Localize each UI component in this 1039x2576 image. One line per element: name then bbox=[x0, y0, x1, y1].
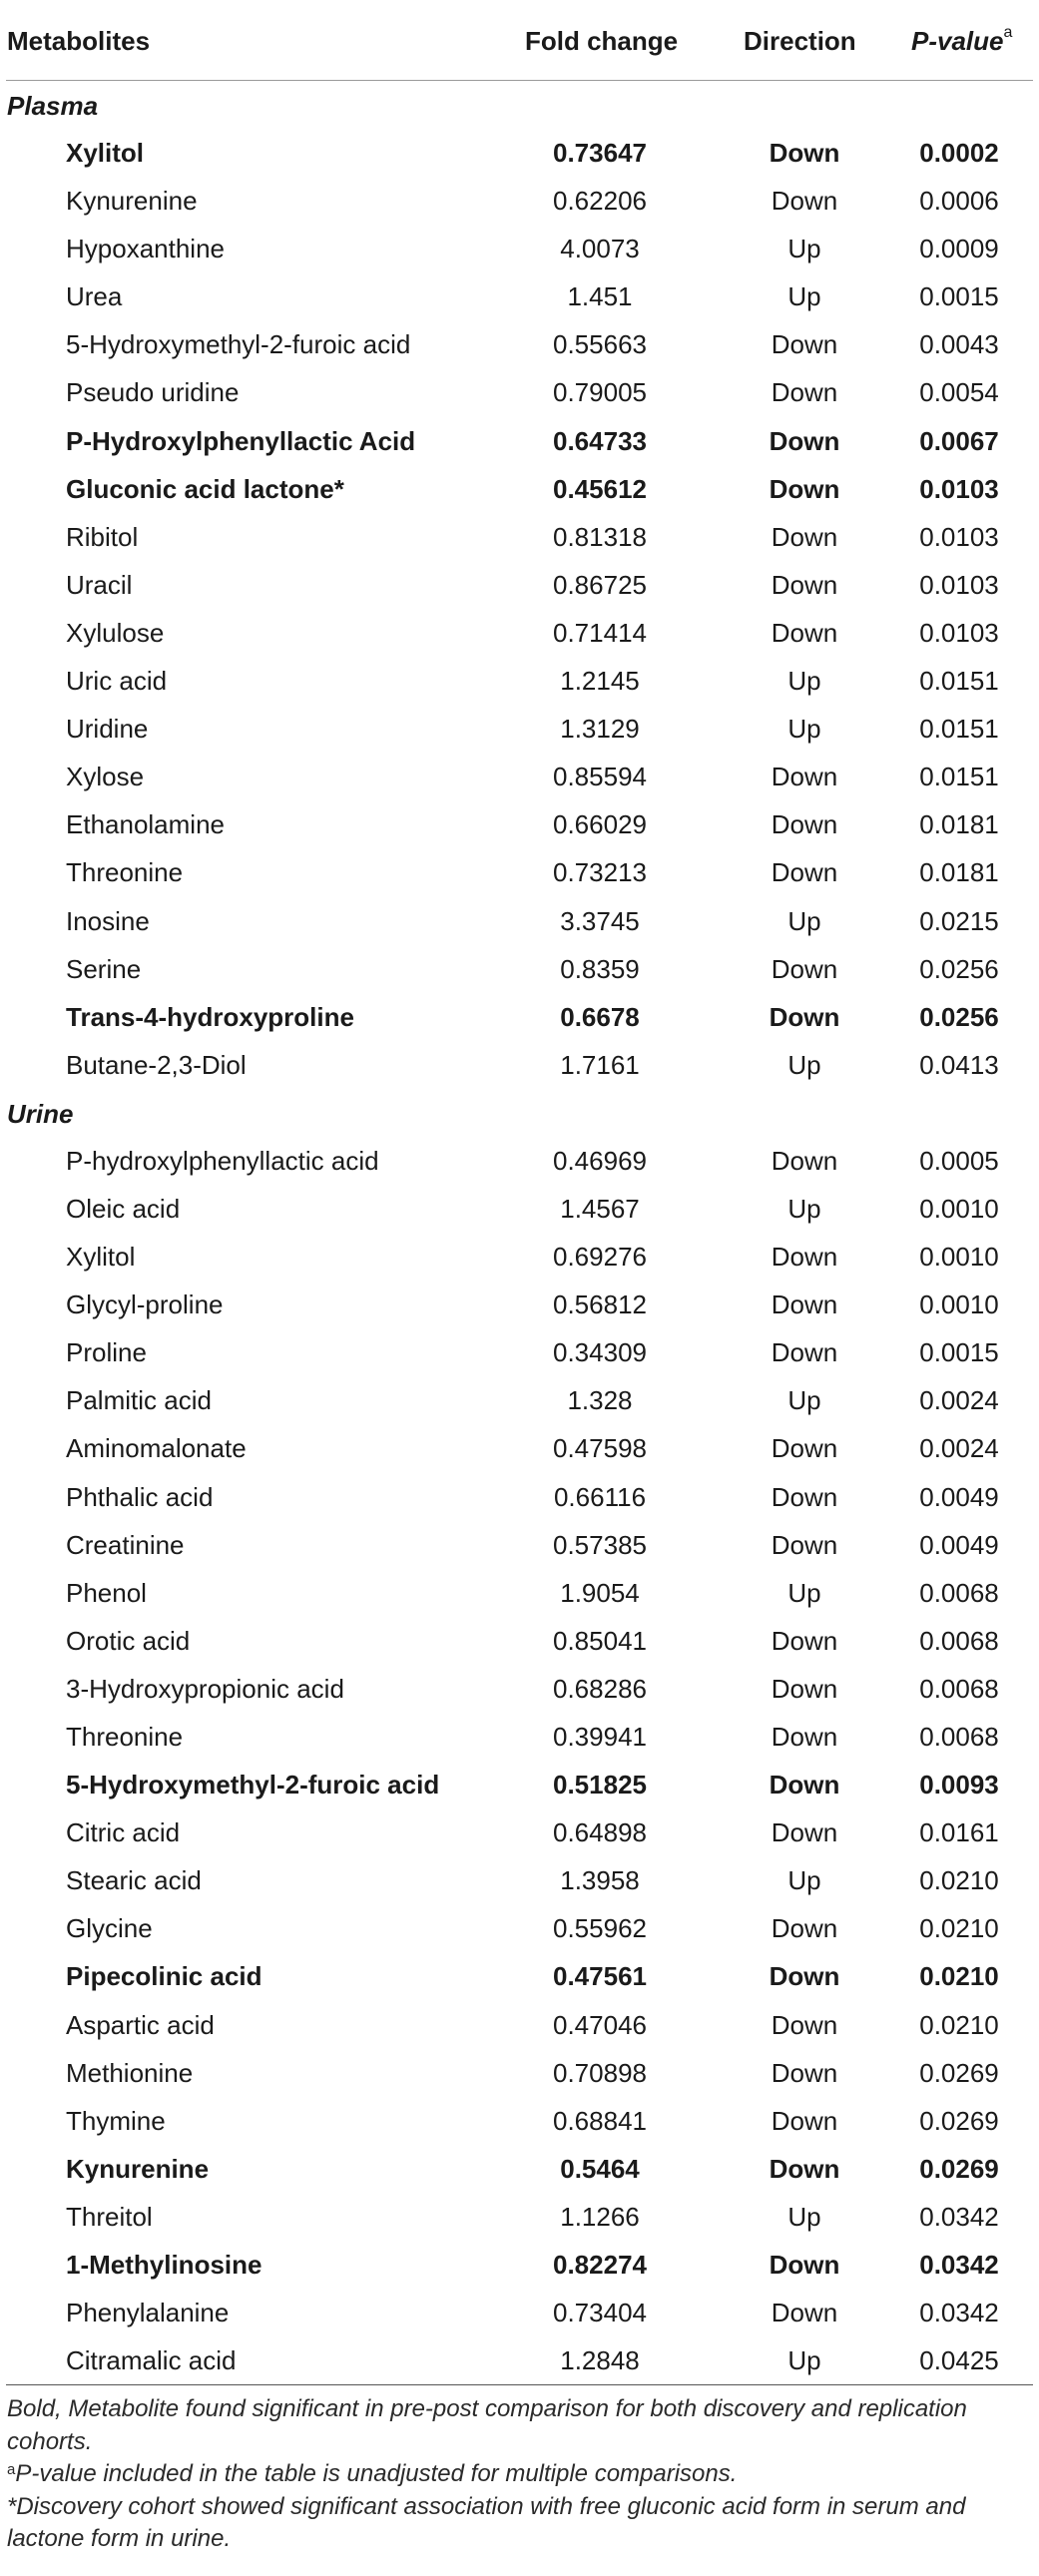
fold-change-value: 0.68286 bbox=[553, 1673, 647, 1704]
p-value: 0.0103 bbox=[919, 569, 999, 600]
metabolite-name: Pseudo uridine bbox=[66, 377, 240, 408]
metabolite-name: 5-Hydroxymethyl-2-furoic acid bbox=[66, 1770, 440, 1801]
table-row bbox=[0, 993, 1039, 1041]
direction-value: Down bbox=[771, 2298, 838, 2328]
metabolite-name: Phenylalanine bbox=[66, 2298, 230, 2328]
table-row bbox=[0, 2241, 1039, 2289]
metabolite-name: Butane-2,3-Diol bbox=[66, 1049, 247, 1080]
p-value: 0.0054 bbox=[919, 377, 999, 408]
table-row bbox=[0, 2145, 1039, 2193]
p-value: 0.0093 bbox=[919, 1770, 999, 1801]
fold-change-value: 0.56812 bbox=[553, 1289, 647, 1320]
direction-value: Down bbox=[769, 425, 840, 456]
fold-change-value: 0.57385 bbox=[553, 1529, 647, 1560]
metabolite-name: Creatinine bbox=[66, 1529, 185, 1560]
p-value: 0.0210 bbox=[919, 1913, 999, 1944]
fold-change-value: 0.66116 bbox=[553, 1481, 647, 1512]
fold-change-value: 0.47046 bbox=[553, 2009, 647, 2040]
fold-change-value: 0.51825 bbox=[553, 1770, 647, 1801]
fold-change-value: 0.55962 bbox=[553, 1913, 647, 1944]
metabolite-name: Phenol bbox=[66, 1577, 147, 1608]
direction-value: Up bbox=[787, 1193, 821, 1224]
fold-change-value: 1.3958 bbox=[560, 1865, 640, 1896]
direction-value: Down bbox=[771, 1433, 838, 1464]
table-row bbox=[0, 657, 1039, 705]
metabolite-name: P-hydroxylphenyllactic acid bbox=[66, 1145, 379, 1176]
table-row bbox=[0, 848, 1039, 896]
table-row bbox=[0, 272, 1039, 320]
metabolite-name: Threonine bbox=[66, 1722, 184, 1752]
direction-value: Up bbox=[787, 234, 821, 264]
metabolite-name: Urea bbox=[66, 281, 123, 312]
p-value: 0.0151 bbox=[919, 666, 999, 697]
metabolite-name: 1-Methylinosine bbox=[66, 2250, 262, 2281]
metabolite-name: Citramalic acid bbox=[66, 2345, 237, 2376]
metabolite-name: Gluconic acid lactone* bbox=[66, 473, 344, 504]
p-value: 0.0103 bbox=[919, 473, 999, 504]
metabolite-name: Uracil bbox=[66, 569, 133, 600]
table-row bbox=[0, 1041, 1039, 1089]
p-value: 0.0210 bbox=[919, 1961, 999, 1992]
p-value: 0.0342 bbox=[919, 2201, 999, 2232]
p-value: 0.0215 bbox=[919, 905, 999, 936]
p-value: 0.0103 bbox=[919, 617, 999, 648]
section-label: Plasma bbox=[7, 91, 99, 121]
metabolite-name: Ribitol bbox=[66, 521, 139, 552]
fold-change-value: 1.3129 bbox=[560, 714, 640, 745]
table-row bbox=[0, 465, 1039, 513]
metabolite-name: Stearic acid bbox=[66, 1865, 202, 1896]
p-value: 0.0049 bbox=[919, 1529, 999, 1560]
footnote-a bbox=[7, 2458, 1032, 2490]
metabolite-name: Kynurenine bbox=[66, 2153, 210, 2184]
table-row bbox=[0, 1856, 1039, 1904]
p-value: 0.0043 bbox=[919, 329, 999, 360]
fold-change-value: 1.2848 bbox=[560, 2345, 640, 2376]
section-row-urine bbox=[0, 1089, 1039, 1137]
fold-change-value: 0.73213 bbox=[553, 857, 647, 888]
metabolite-name: Xylose bbox=[66, 762, 145, 792]
p-value: 0.0015 bbox=[919, 1337, 999, 1368]
metabolite-name: Ethanolamine bbox=[66, 809, 225, 840]
fold-change-value: 0.73404 bbox=[553, 2298, 647, 2328]
fold-change-value: 1.7161 bbox=[560, 1049, 640, 1080]
p-value: 0.0181 bbox=[919, 809, 999, 840]
p-value: 0.0067 bbox=[919, 425, 999, 456]
p-value: 0.0006 bbox=[919, 186, 999, 217]
direction-value: Up bbox=[787, 1049, 821, 1080]
direction-value: Down bbox=[769, 2250, 840, 2281]
fold-change-value: 0.45612 bbox=[553, 473, 647, 504]
direction-value: Up bbox=[787, 281, 821, 312]
fold-change-value: 1.451 bbox=[567, 281, 633, 312]
metabolite-name: Orotic acid bbox=[66, 1625, 191, 1656]
table-row bbox=[0, 1137, 1039, 1185]
table-row bbox=[0, 1665, 1039, 1713]
p-value: 0.0413 bbox=[919, 1049, 999, 1080]
fold-change-value: 0.46969 bbox=[553, 1145, 647, 1176]
table-row bbox=[0, 753, 1039, 800]
fold-change-value: 0.86725 bbox=[553, 569, 647, 600]
direction-value: Up bbox=[787, 905, 821, 936]
table-row bbox=[0, 2097, 1039, 2145]
metabolite-name: Threitol bbox=[66, 2201, 153, 2232]
header-p-value-label: P-value bbox=[911, 26, 1004, 56]
table-row bbox=[0, 1761, 1039, 1808]
direction-value: Down bbox=[771, 2105, 838, 2136]
table-row bbox=[0, 945, 1039, 993]
table-row bbox=[0, 368, 1039, 416]
metabolite-name: Glycine bbox=[66, 1913, 153, 1944]
direction-value: Down bbox=[771, 1913, 838, 1944]
p-value: 0.0256 bbox=[919, 1001, 999, 1032]
p-value: 0.0024 bbox=[919, 1385, 999, 1416]
metabolite-name: Xylitol bbox=[66, 1242, 136, 1273]
table-body bbox=[0, 81, 1039, 2384]
fold-change-value: 0.66029 bbox=[553, 809, 647, 840]
table-row bbox=[0, 417, 1039, 465]
table-row bbox=[0, 1617, 1039, 1665]
table-row bbox=[0, 800, 1039, 848]
fold-change-value: 0.47598 bbox=[553, 1433, 647, 1464]
fold-change-value: 0.69276 bbox=[553, 1242, 647, 1273]
direction-value: Down bbox=[771, 186, 838, 217]
direction-value: Down bbox=[771, 1625, 838, 1656]
fold-change-value: 0.39941 bbox=[553, 1722, 647, 1752]
table-row bbox=[0, 1233, 1039, 1281]
p-value: 0.0210 bbox=[919, 1865, 999, 1896]
metabolite-name: Aminomalonate bbox=[66, 1433, 247, 1464]
fold-change-value: 0.68841 bbox=[553, 2105, 647, 2136]
table-footnotes bbox=[0, 2385, 1039, 2555]
p-value: 0.0009 bbox=[919, 234, 999, 264]
p-value: 0.0010 bbox=[919, 1193, 999, 1224]
direction-value: Down bbox=[769, 2153, 840, 2184]
table-row bbox=[0, 1281, 1039, 1328]
p-value: 0.0049 bbox=[919, 1481, 999, 1512]
direction-value: Up bbox=[787, 1577, 821, 1608]
table-row bbox=[0, 1904, 1039, 1952]
table-row bbox=[0, 2336, 1039, 2384]
table-row bbox=[0, 177, 1039, 225]
metabolite-name: Xylitol bbox=[66, 138, 145, 168]
direction-value: Down bbox=[769, 1001, 840, 1032]
table-row bbox=[0, 225, 1039, 272]
header-direction: Direction bbox=[744, 26, 856, 56]
fold-change-value: 3.3745 bbox=[560, 905, 640, 936]
direction-value: Down bbox=[771, 521, 838, 552]
direction-value: Down bbox=[771, 2009, 838, 2040]
p-value: 0.0256 bbox=[919, 953, 999, 984]
metabolite-name: Palmitic acid bbox=[66, 1385, 212, 1416]
table-row bbox=[0, 2289, 1039, 2336]
p-value: 0.0024 bbox=[919, 1433, 999, 1464]
table-row bbox=[0, 1808, 1039, 1856]
metabolite-name: Kynurenine bbox=[66, 186, 198, 217]
metabolite-name: Proline bbox=[66, 1337, 147, 1368]
p-value: 0.0151 bbox=[919, 714, 999, 745]
p-value: 0.0068 bbox=[919, 1577, 999, 1608]
direction-value: Up bbox=[787, 714, 821, 745]
direction-value: Down bbox=[769, 138, 840, 168]
table-row bbox=[0, 1328, 1039, 1376]
metabolite-name: Glycyl-proline bbox=[66, 1289, 224, 1320]
metabolite-name: Xylulose bbox=[66, 617, 165, 648]
direction-value: Down bbox=[771, 329, 838, 360]
p-value: 0.0342 bbox=[919, 2250, 999, 2281]
fold-change-value: 0.8359 bbox=[560, 953, 640, 984]
p-value: 0.0010 bbox=[919, 1289, 999, 1320]
direction-value: Down bbox=[771, 1337, 838, 1368]
header-p-value bbox=[911, 0, 1012, 82]
p-value: 0.0342 bbox=[919, 2298, 999, 2328]
table-row bbox=[0, 705, 1039, 753]
direction-value: Up bbox=[787, 2201, 821, 2232]
table-row bbox=[0, 1185, 1039, 1233]
fold-change-value: 0.6678 bbox=[560, 1001, 640, 1032]
fold-change-value: 0.34309 bbox=[553, 1337, 647, 1368]
direction-value: Down bbox=[771, 1673, 838, 1704]
metabolite-name: 3-Hydroxypropionic acid bbox=[66, 1673, 344, 1704]
direction-value: Up bbox=[787, 666, 821, 697]
metabolite-name: Trans-4-hydroxyproline bbox=[66, 1001, 354, 1032]
p-value: 0.0269 bbox=[919, 2105, 999, 2136]
p-value: 0.0103 bbox=[919, 521, 999, 552]
metabolite-name: Serine bbox=[66, 953, 142, 984]
metabolite-name: 5-Hydroxymethyl-2-furoic acid bbox=[66, 329, 411, 360]
p-value: 0.0068 bbox=[919, 1673, 999, 1704]
direction-value: Down bbox=[771, 809, 838, 840]
p-value: 0.0068 bbox=[919, 1625, 999, 1656]
metabolite-name: Oleic acid bbox=[66, 1193, 181, 1224]
table-row bbox=[0, 609, 1039, 657]
metabolite-name: Uridine bbox=[66, 714, 149, 745]
direction-value: Down bbox=[771, 1481, 838, 1512]
fold-change-value: 0.62206 bbox=[553, 186, 647, 217]
p-value: 0.0161 bbox=[919, 1817, 999, 1848]
footnote-bold: Bold, Metabolite found significant in pre-post comparison for both discovery and replication cohorts. bbox=[7, 2395, 967, 2455]
table-row bbox=[0, 897, 1039, 945]
table-row bbox=[0, 561, 1039, 609]
fold-change-value: 1.4567 bbox=[560, 1193, 640, 1224]
direction-value: Down bbox=[771, 953, 838, 984]
footnote-a-marker: a bbox=[7, 2461, 16, 2479]
table-row bbox=[0, 513, 1039, 561]
p-value: 0.0269 bbox=[919, 2153, 999, 2184]
direction-value: Down bbox=[771, 1817, 838, 1848]
fold-change-value: 1.1266 bbox=[560, 2201, 640, 2232]
metabolite-name: Pipecolinic acid bbox=[66, 1961, 262, 1992]
header-p-value-marker: a bbox=[1003, 24, 1013, 41]
metabolite-name: Hypoxanthine bbox=[66, 234, 225, 264]
metabolite-name: Methionine bbox=[66, 2057, 194, 2088]
fold-change-value: 0.85041 bbox=[553, 1625, 647, 1656]
table-row bbox=[0, 1376, 1039, 1424]
footnote-a-text: P-value included in the table is unadjusted for multiple comparisons. bbox=[15, 2460, 738, 2488]
fold-change-value: 0.81318 bbox=[553, 521, 647, 552]
fold-change-value: 0.70898 bbox=[553, 2057, 647, 2088]
direction-value: Down bbox=[771, 762, 838, 792]
section-label: Urine bbox=[7, 1098, 74, 1129]
p-value: 0.0181 bbox=[919, 857, 999, 888]
metabolite-name: Aspartic acid bbox=[66, 2009, 215, 2040]
direction-value: Down bbox=[771, 1529, 838, 1560]
metabolite-name: Phthalic acid bbox=[66, 1481, 214, 1512]
table-row bbox=[0, 1521, 1039, 1569]
table-row bbox=[0, 129, 1039, 177]
table-row bbox=[0, 2001, 1039, 2049]
p-value: 0.0010 bbox=[919, 1242, 999, 1273]
direction-value: Down bbox=[771, 2057, 838, 2088]
fold-change-value: 0.71414 bbox=[553, 617, 647, 648]
fold-change-value: 0.5464 bbox=[560, 2153, 640, 2184]
direction-value: Up bbox=[787, 1385, 821, 1416]
fold-change-value: 0.55663 bbox=[553, 329, 647, 360]
p-value: 0.0015 bbox=[919, 281, 999, 312]
direction-value: Down bbox=[771, 1145, 838, 1176]
fold-change-value: 0.79005 bbox=[553, 377, 647, 408]
direction-value: Down bbox=[769, 473, 840, 504]
direction-value: Down bbox=[771, 1722, 838, 1752]
header-fold-change: Fold change bbox=[525, 26, 679, 56]
fold-change-value: 4.0073 bbox=[560, 234, 640, 264]
direction-value: Down bbox=[771, 857, 838, 888]
table-row bbox=[0, 1952, 1039, 2000]
p-value: 0.0269 bbox=[919, 2057, 999, 2088]
fold-change-value: 0.64898 bbox=[553, 1817, 647, 1848]
metabolite-name: Threonine bbox=[66, 857, 184, 888]
fold-change-value: 0.82274 bbox=[553, 2250, 647, 2281]
p-value: 0.0002 bbox=[919, 138, 999, 168]
direction-value: Up bbox=[787, 1865, 821, 1896]
metabolite-name: P-Hydroxylphenyllactic Acid bbox=[66, 425, 416, 456]
metabolite-name: Inosine bbox=[66, 905, 150, 936]
metabolite-name: Citric acid bbox=[66, 1817, 181, 1848]
p-value: 0.0210 bbox=[919, 2009, 999, 2040]
fold-change-value: 0.64733 bbox=[553, 425, 647, 456]
p-value: 0.0068 bbox=[919, 1722, 999, 1752]
fold-change-value: 0.85594 bbox=[553, 762, 647, 792]
direction-value: Down bbox=[769, 1770, 840, 1801]
fold-change-value: 1.2145 bbox=[560, 666, 640, 697]
direction-value: Down bbox=[771, 1242, 838, 1273]
fold-change-value: 0.47561 bbox=[553, 1961, 647, 1992]
direction-value: Down bbox=[771, 569, 838, 600]
table-row bbox=[0, 1569, 1039, 1617]
table-row bbox=[0, 2193, 1039, 2241]
footnote-star: *Discovery cohort showed significant association with free gluconic acid form in serum and lactone form in urine. bbox=[7, 2492, 966, 2552]
fold-change-value: 1.9054 bbox=[560, 1577, 640, 1608]
direction-value: Down bbox=[769, 1961, 840, 1992]
fold-change-value: 1.328 bbox=[567, 1385, 633, 1416]
section-row-plasma bbox=[0, 81, 1039, 129]
table-row bbox=[0, 320, 1039, 368]
table-row bbox=[0, 1424, 1039, 1472]
metabolite-name: Uric acid bbox=[66, 666, 168, 697]
table-row bbox=[0, 1713, 1039, 1761]
fold-change-value: 0.73647 bbox=[553, 138, 647, 168]
table-header bbox=[0, 0, 1039, 80]
direction-value: Down bbox=[771, 1289, 838, 1320]
header-metabolites: Metabolites bbox=[7, 26, 151, 56]
direction-value: Down bbox=[771, 617, 838, 648]
direction-value: Down bbox=[771, 377, 838, 408]
metabolite-name: Thymine bbox=[66, 2105, 166, 2136]
p-value: 0.0005 bbox=[919, 1145, 999, 1176]
p-value: 0.0425 bbox=[919, 2345, 999, 2376]
direction-value: Up bbox=[787, 2345, 821, 2376]
table-row bbox=[0, 2049, 1039, 2097]
p-value: 0.0151 bbox=[919, 762, 999, 792]
table-row bbox=[0, 1473, 1039, 1521]
